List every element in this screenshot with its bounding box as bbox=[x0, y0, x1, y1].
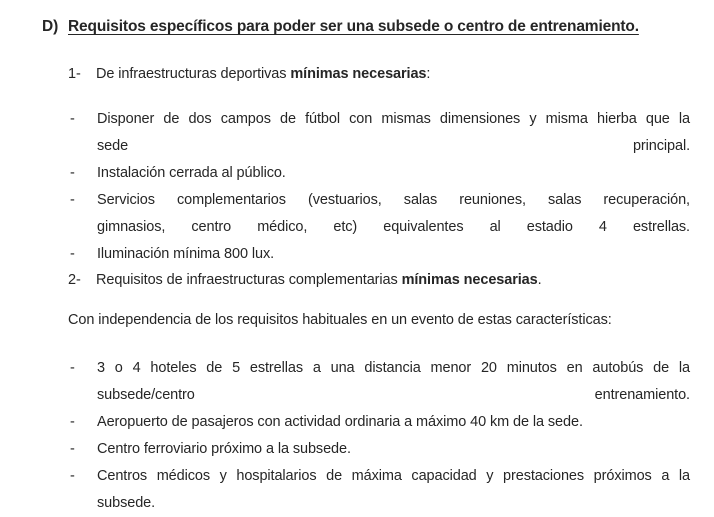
list-item-line-2: gimnasios, centro médico, etc) equivalentes al estadio 4 estrellas. bbox=[97, 219, 690, 235]
numbered-item-2-text-bold: mínimas necesarias bbox=[401, 272, 538, 288]
list-item bbox=[70, 355, 690, 409]
numbered-item-1-text bbox=[96, 61, 692, 88]
list-item-line-2: subsede/centro entrenamiento. bbox=[97, 387, 690, 403]
bullet-dash-icon: - bbox=[70, 111, 75, 127]
list-item-text bbox=[97, 463, 690, 517]
numbered-item-1-text-bold: mínimas necesarias bbox=[290, 66, 427, 82]
numbered-item-2-text-regular-leading: Requisitos de infraestructuras complementarias bbox=[96, 272, 402, 288]
list-item-line-2: subsede. bbox=[97, 495, 156, 511]
list-item-line-1: 3 o 4 hoteles de 5 estrellas a una distancia menor 20 minutos en autobús de la bbox=[97, 360, 690, 376]
list-item-line-1: Iluminación mínima 800 lux. bbox=[97, 246, 275, 262]
numbered-item-1-marker: 1- bbox=[68, 66, 81, 82]
list-item-text bbox=[97, 355, 690, 409]
list-item-line-1: Disponer de dos campos de fútbol con mismas dimensiones y misma hierba que la bbox=[97, 111, 690, 127]
complementary-intro-paragraph: Con independencia de los requisitos habituales en un evento de estas características: bbox=[68, 312, 612, 328]
numbered-item-2-text bbox=[96, 267, 692, 294]
sports-requirements-list bbox=[70, 106, 690, 268]
bullet-dash-icon: - bbox=[70, 360, 75, 376]
numbered-item-2-marker: 2- bbox=[68, 272, 81, 288]
section-heading-title: Requisitos específicos para poder ser una subsede o centro de entrenamiento. bbox=[68, 18, 639, 35]
numbered-item-2 bbox=[68, 267, 692, 294]
complementary-requirements-list bbox=[70, 355, 690, 517]
bullet-dash-icon: - bbox=[70, 192, 75, 208]
list-item bbox=[70, 241, 690, 268]
list-item-text bbox=[97, 409, 690, 436]
list-item bbox=[70, 106, 690, 160]
numbered-item-1 bbox=[68, 61, 692, 88]
list-item-line-2: sede principal. bbox=[97, 138, 690, 154]
list-item bbox=[70, 187, 690, 241]
list-item-line-1: Instalación cerrada al público. bbox=[97, 165, 286, 181]
list-item-text bbox=[97, 241, 690, 268]
numbered-item-2-text-regular-trailing: . bbox=[537, 272, 542, 288]
list-item-text bbox=[97, 436, 690, 463]
list-item bbox=[70, 436, 690, 463]
list-item bbox=[70, 463, 690, 517]
list-item-line-1: Servicios complementarios (vestuarios, salas reuniones, salas recuperación, bbox=[97, 192, 690, 208]
list-item-line-1: Centro ferroviario próximo a la subsede. bbox=[97, 441, 351, 457]
list-item-text bbox=[97, 106, 690, 160]
bullet-dash-icon: - bbox=[70, 246, 75, 262]
section-heading-marker: D) bbox=[42, 18, 59, 35]
bullet-dash-icon: - bbox=[70, 441, 75, 457]
list-item bbox=[70, 409, 690, 436]
list-item bbox=[70, 160, 690, 187]
numbered-item-1-text-regular-trailing: : bbox=[426, 66, 431, 82]
list-item-line-1: Centros médicos y hospitalarios de máxima capacidad y prestaciones próximos a la bbox=[97, 468, 690, 484]
bullet-dash-icon: - bbox=[70, 165, 75, 181]
list-item-text bbox=[97, 160, 690, 187]
list-item-text bbox=[97, 187, 690, 241]
list-item-line-1: Aeropuerto de pasajeros con actividad ordinaria a máximo 40 km de la sede. bbox=[97, 414, 583, 430]
bullet-dash-icon: - bbox=[70, 414, 75, 430]
numbered-item-1-text-regular-leading: De infraestructuras deportivas bbox=[96, 66, 291, 82]
bullet-dash-icon: - bbox=[70, 468, 75, 484]
section-heading bbox=[42, 17, 692, 37]
